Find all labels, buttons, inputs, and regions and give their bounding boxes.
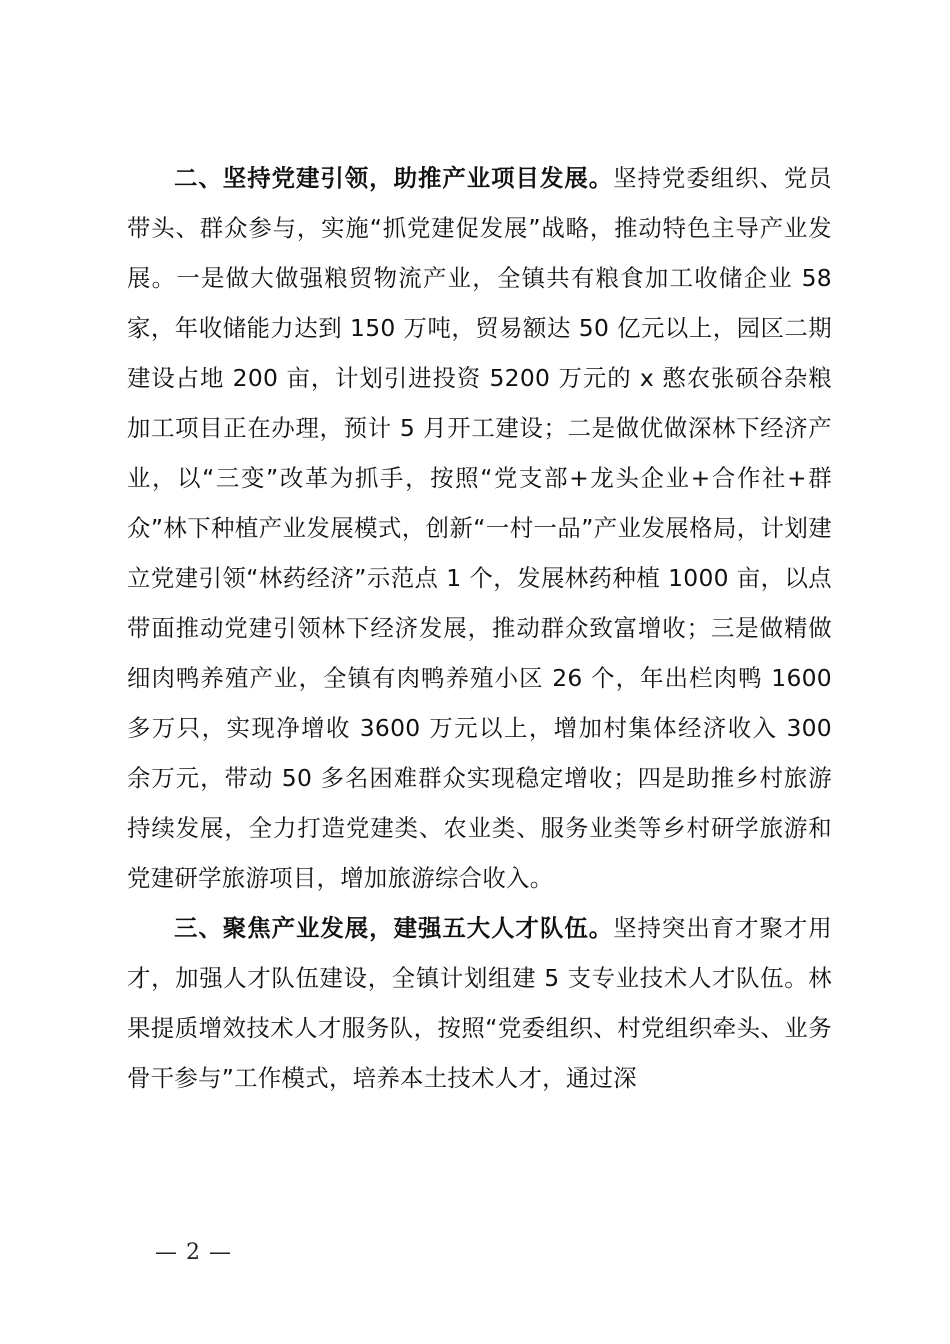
document-body — [127, 153, 832, 1103]
section-body-text: 坚持党委组织、党员带头、群众参与，实施“抓党建促发展”战略，推动特色主导产业发展。一是做大做强粮贸物流产业，全镇共有粮食加工收储企业 58 家，年收储能力达到 150 万吨，贸易额达 50 亿元以上，园区二期建设占地 200 亩，计划引进投资 5200 万元的 x 憨农张硕谷杂粮加工项目正在办理，预计 5 月开工建设；二是做优做深林下经济产业，以“三变”改革为抓手，按照“党支部+龙头企业+合作社+群众”林下种植产业发展模式，创新“一村一品”产业发展格局，计划建立党建引领“林药经济”示范点 1 个，发展林药种植 1000 亩，以点带面推动党建引领林下经济发展，推动群众致富增收；三是做精做细肉鸭养殖产业，全镇有肉鸭养殖小区 26 个，年出栏肉鸭 1600 多万只，实现净增收 3600 万元以上，增加村集体经济收入 300 余万元，带动 50 多名困难群众实现稳定增收；四是助推乡村旅游持续发展，全力打造党建类、农业类、服务业类等乡村研学旅游和党建研学旅游项目，增加旅游综合收入。 — [127, 164, 832, 892]
section-body-text: 坚持突出育才聚才用才，加强人才队伍建设，全镇计划组建 5 支专业技术人才队伍。林果提质增效技术人才服务队，按照“党委组织、村党组织牵头、业务骨干参与”工作模式，培养本土技术人才，通过深 — [127, 914, 832, 1092]
page-number: — 2 — — [155, 1240, 232, 1265]
paragraph-section-2 — [127, 153, 832, 903]
section-heading: 二、坚持党建引领，助推产业项目发展。 — [174, 164, 614, 192]
paragraph-section-3 — [127, 903, 832, 1103]
section-heading: 三、聚焦产业发展，建强五大人才队伍。 — [174, 914, 614, 942]
